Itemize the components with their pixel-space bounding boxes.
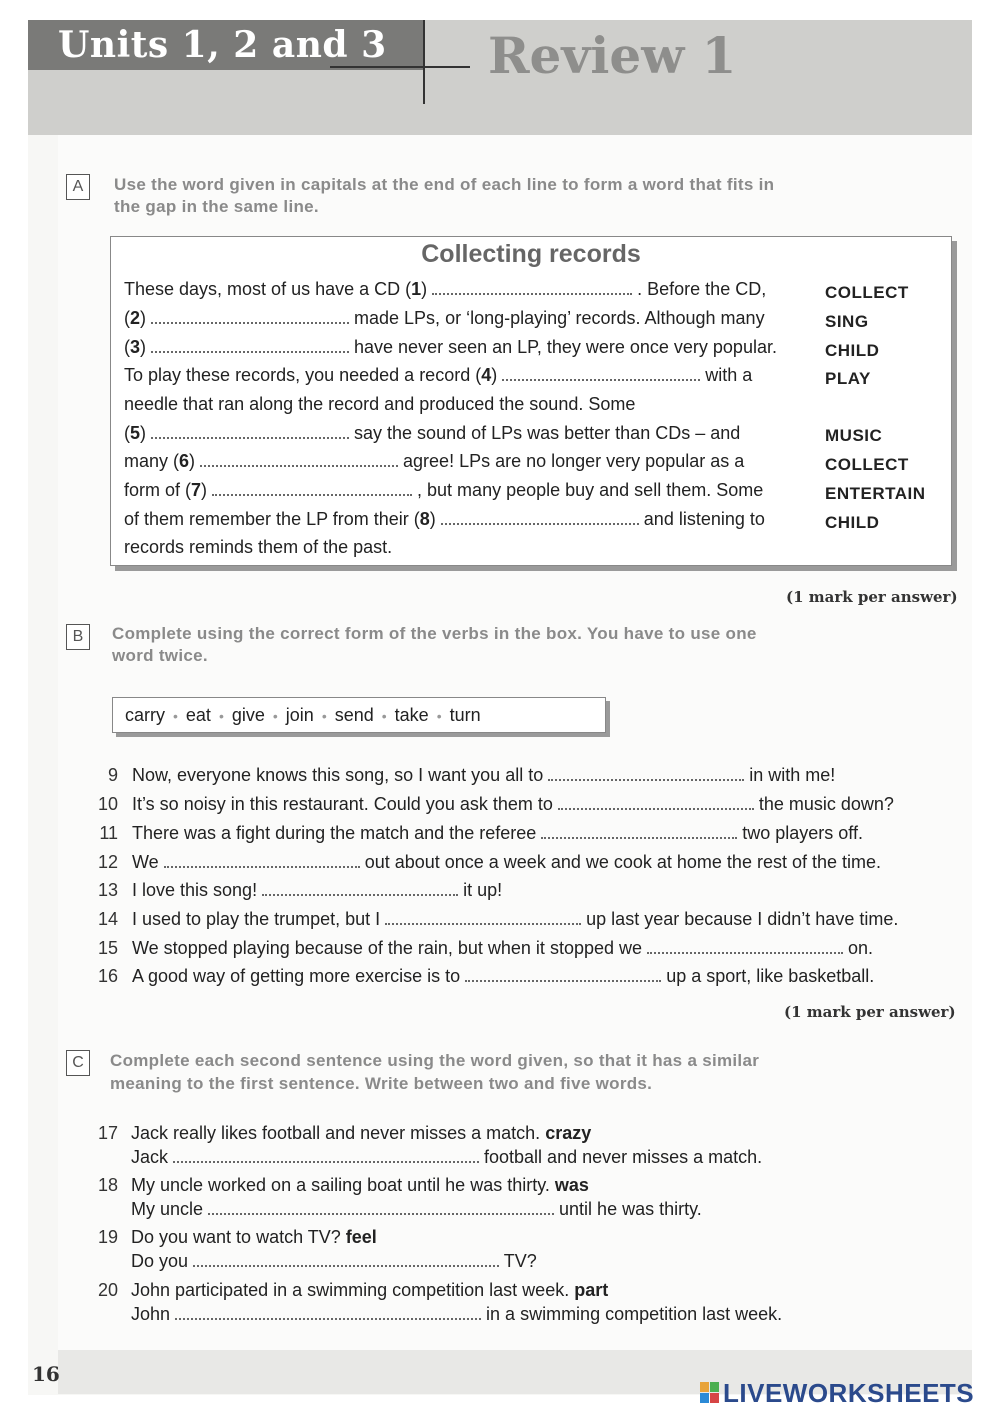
line-text: To play these records, you needed a record ( [124,365,482,385]
question-text [132,880,502,901]
line-text: and listening to [638,509,765,529]
question-number: 11 [99,823,118,843]
capital-word: SING [825,312,869,331]
verb-word: carry [125,705,165,725]
gap-number: 4 [481,365,492,385]
rewrite-end: until he was thirty. [554,1199,702,1219]
section-a-mark: (1 mark per answer) [786,588,958,606]
verb-word: join [285,705,314,725]
question-text [132,909,898,930]
rewrite-line [131,1251,537,1272]
capital-word: MUSIC [825,426,883,445]
gap-number: 5 [130,423,141,443]
answer-gap[interactable] [502,367,700,381]
text-line [124,308,765,329]
line-text: ) [491,365,503,385]
rewrite-line [131,1199,702,1220]
answer-gap[interactable] [541,825,737,839]
line-text: with a [700,365,753,385]
capital-word: CHILD [825,513,880,532]
answer-gap[interactable] [173,1149,479,1163]
question-before: I love this song! [132,880,263,900]
answer-gap[interactable] [200,453,398,467]
question-number: 19 [97,1227,118,1247]
verb-word: give [231,705,265,725]
section-b-instruction-2: word twice. [112,646,208,665]
line-text: many ( [124,451,180,471]
answer-gap[interactable] [164,854,360,868]
line-text: . Before the CD, [632,279,767,299]
line-text: ) [421,279,433,299]
question-after: two players off. [737,823,863,843]
header-divider-horizontal [330,66,470,68]
sentence-text: John participated in a swimming competition last week. [131,1280,575,1300]
keyword: feel [345,1227,377,1247]
line-text: ( [124,337,130,357]
question-sentence [131,1175,589,1196]
text-line [124,279,766,300]
line-text: ) [429,509,441,529]
question-number: 13 [97,880,118,900]
question-before: We [132,852,164,872]
question-number: 9 [107,765,118,785]
units-title: Units 1, 2 and 3 [58,24,387,66]
verb-word: take [394,705,429,725]
section-b-instruction-1: Complete using the correct form of the verbs in the box. You have to use one [112,624,757,643]
verb-word: turn [449,705,481,725]
question-before: Now, everyone knows this song, so I want you all to [132,765,549,785]
section-a-instruction-2: the gap in the same line. [114,197,319,216]
answer-gap[interactable] [262,882,458,896]
rewrite-start: My uncle [131,1199,209,1219]
question-after: up last year because I didn’t have time. [581,909,899,929]
question-number: 12 [97,852,118,872]
line-text: ) [189,451,201,471]
question-before: A good way of getting more exercise is to [132,966,466,986]
bullet-separator: • [381,708,387,724]
rewrite-line [131,1147,762,1168]
line-text: form of ( [124,480,192,500]
section-b-label: B [66,624,90,650]
brand-logo [700,1378,974,1409]
question-number: 17 [97,1123,118,1143]
answer-gap[interactable] [151,425,349,439]
verb-word: eat [185,705,211,725]
question-text [132,823,863,844]
question-text [132,852,881,873]
question-before: It’s so noisy in this restaurant. Could you ask them to [132,794,558,814]
gap-number: 3 [130,337,141,357]
question-before: I used to play the trumpet, but I [132,909,386,929]
answer-gap[interactable] [647,940,843,954]
brand-text: LIVEWORKSHEETS [723,1378,975,1408]
sentence-text: My uncle worked on a sailing boat until he was thirty. [131,1175,555,1195]
answer-gap[interactable] [558,796,754,810]
line-text: These days, most of us have a CD ( [124,279,412,299]
line-text: ( [124,423,130,443]
question-after: the music down? [753,794,894,814]
answer-gap[interactable] [385,911,581,925]
capital-word: ENTERTAIN [825,484,926,503]
keyword: was [554,1175,589,1195]
question-text [132,794,894,815]
question-after: up a sport, like basketball. [661,966,875,986]
question-number: 16 [97,966,118,986]
question-number: 20 [97,1280,118,1300]
bullet-separator: • [272,708,278,724]
question-sentence [131,1280,608,1301]
question-number: 15 [97,938,118,958]
question-number: 14 [97,909,118,929]
gap-number: 7 [191,480,202,500]
verb-word: send [334,705,374,725]
answer-gap[interactable] [441,511,639,525]
question-before: There was a fight during the match and the referee [132,823,542,843]
question-after: on. [843,938,874,958]
line-text: ( [124,308,130,328]
section-c-instruction-2: meaning to the first sentence. Write between two and five words. [110,1074,653,1093]
rewrite-end: football and never misses a match. [479,1147,763,1167]
sentence-text: Do you want to watch TV? [131,1227,346,1247]
text-line [124,480,763,501]
section-a-instruction-1: Use the word given in capitals at the end of each line to form a word that fits in [114,175,775,194]
line-text: say the sound of LPs was better than CDs – and [349,423,741,443]
question-sentence [131,1123,591,1144]
text-box-title: Collecting records [421,240,641,268]
text-line [124,365,752,386]
section-c-instruction-1: Complete each second sentence using the word given, so that it has a similar [110,1051,760,1070]
gap-number: 1 [411,279,422,299]
sentence-text: Jack really likes football and never misses a match. [131,1123,546,1143]
capital-word: COLLECT [825,283,909,302]
section-b-mark: (1 mark per answer) [784,1003,956,1021]
question-number: 18 [97,1175,118,1195]
answer-gap[interactable] [432,281,632,295]
keyword: crazy [545,1123,592,1143]
gap-number: 6 [179,451,190,471]
verb-box [112,697,606,733]
question-after: it up! [458,880,503,900]
line-text: records reminds them of the past. [124,537,393,557]
text-line [124,509,765,530]
text-line [124,451,744,472]
bullet-separator: • [321,708,327,724]
text-line [124,394,635,415]
line-text: of them remember the LP from their ( [124,509,420,529]
page-number: 16 [32,1362,60,1386]
rewrite-start: Jack [131,1147,174,1167]
capital-word: COLLECT [825,455,909,474]
section-c-label: C [66,1050,90,1076]
answer-gap[interactable] [193,1253,499,1267]
text-line [124,423,740,444]
answer-gap[interactable] [175,1306,481,1320]
rewrite-end: TV? [499,1251,537,1271]
gap-number: 2 [130,308,141,328]
question-text [132,938,873,959]
bullet-separator: • [218,708,224,724]
question-text [132,765,835,786]
answer-gap[interactable] [548,767,744,781]
section-a-label: A [66,174,90,200]
line-text: have never seen an LP, they were once very popular. [349,337,777,357]
keyword: part [574,1280,609,1300]
liveworksheets-icon [700,1382,720,1404]
question-after: in with me! [744,765,836,785]
rewrite-start: Do you [131,1251,194,1271]
question-after: out about once a week and we cook at home the rest of the time. [359,852,882,872]
answer-gap[interactable] [212,482,412,496]
bullet-separator: • [436,708,442,724]
capital-word: CHILD [825,341,880,360]
line-text: ) [201,480,213,500]
question-number: 10 [97,794,118,814]
text-line [124,537,392,558]
bullet-separator: • [173,708,178,724]
line-text: ) [140,423,152,443]
review-title: Review 1 [488,26,737,85]
answer-gap[interactable] [465,968,661,982]
line-text: ) [140,337,152,357]
line-text: needle that ran along the record and produced the sound. Some [124,394,636,414]
rewrite-line [131,1304,782,1325]
gap-number: 8 [419,509,430,529]
header-divider-vertical [423,20,425,104]
answer-gap[interactable] [151,339,349,353]
question-text [132,966,874,987]
question-sentence [131,1227,377,1248]
rewrite-end: in a swimming competition last week. [481,1304,783,1324]
capital-word: PLAY [825,369,871,388]
line-text: ) [140,308,152,328]
rewrite-start: John [131,1304,176,1324]
line-text: agree! LPs are no longer very popular as a [398,451,745,471]
text-line [124,337,777,358]
answer-gap[interactable] [151,310,349,324]
answer-gap[interactable] [208,1201,554,1215]
line-text: made LPs, or ‘long-playing’ records. Although many [349,308,765,328]
question-before: We stopped playing because of the rain, but when it stopped we [132,938,648,958]
line-text: , but many people buy and sell them. Some [412,480,764,500]
